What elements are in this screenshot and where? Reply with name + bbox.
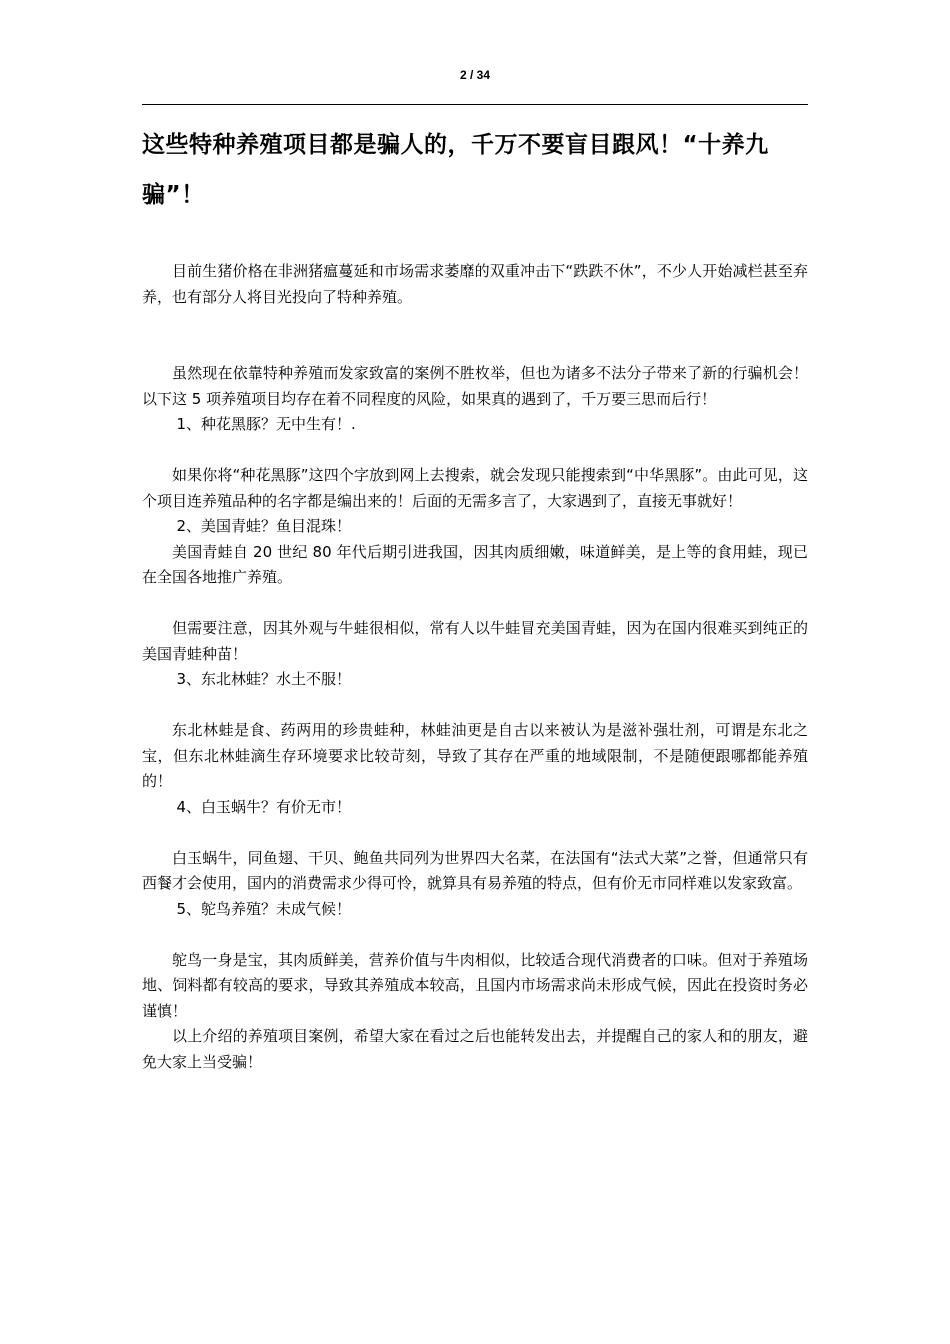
spacer bbox=[142, 591, 808, 617]
spacer bbox=[142, 310, 808, 361]
paragraph-section-5: 鸵鸟一身是宝，其肉质鲜美，营养价值与牛肉相似，比较适合现代消费者的口味。但对于养殖场地、饲料都有较高的要求，导致其养殖成本较高，且国内市场需求尚未形成气候，因此在投资时务必谨慎！ bbox=[142, 950, 808, 1020]
section-heading-4: 4、白玉蜗牛？有价无市！ bbox=[176, 797, 352, 816]
paragraph-section-2a: 美国青蛙自 20 世纪 80 年代后期引进我国，因其肉质细嫩，味道鲜美，是上等的食用蛙，现已在全国各地推广养殖。 bbox=[142, 542, 808, 586]
spacer bbox=[142, 922, 808, 948]
section-heading-3: 3、东北林蛙？水土不服！ bbox=[176, 670, 352, 688]
article-body bbox=[142, 259, 808, 1075]
paragraph-section-2b: 但需要注意，因其外观与牛蛙很相似，常有人以牛蛙冒充美国青蛙，因为在国内很难买到纯正的美国青蛙种苗！ bbox=[142, 619, 808, 663]
page-number: 2 / 34 bbox=[459, 68, 491, 82]
spacer bbox=[142, 693, 808, 719]
spacer bbox=[142, 438, 808, 464]
paragraph-section-3: 东北林蛙是食、药两用的珍贵蛙种，林蛙油更是自古以来被认为是滋补强壮剂，可谓是东北之宝，但东北林蛙滴生存环境要求比较苛刻，导致了其存在严重的地域限制，不是随便跟哪都能养殖的！ bbox=[142, 721, 808, 790]
paragraph-section-1: 如果你将“种花黑豚”这四个字放到网上去搜索，就会发现只能搜索到“中华黑豚”。由此可见，这个项目连养殖品种的名字都是编出来的！后面的无需多言了，大家遇到了，直接无事就好！ bbox=[142, 466, 808, 510]
paragraph-overview: 虽然现在依靠特种养殖而发家致富的案例不胜枚举，但也为诸多不法分子带来了新的行骗机会！以下这 5 项养殖项目均存在着不同程度的风险，如果真的遇到了，千万要三思而后行！ bbox=[142, 364, 808, 408]
paragraph-section-4: 白玉蜗牛，同鱼翅、干贝、鲍鱼共同列为世界四大名菜，在法国有“法式大菜”之誉，但通常只有西餐才会使用，国内的消费需求少得可怜，就算具有易养殖的特点，但有价无市同样难以发家致富。 bbox=[142, 848, 808, 892]
section-heading-2: 2、美国青蛙？鱼目混珠！ bbox=[176, 517, 352, 535]
spacer bbox=[142, 820, 808, 846]
paragraph-intro: 目前生猪价格在非洲猪瘟蔓延和市场需求萎靡的双重冲击下“跌跌不休”，不少人开始减栏甚至弃养，也有部分人将目光投向了特种养殖。 bbox=[142, 262, 808, 306]
section-heading-5: 5、鸵鸟养殖？未成气候！ bbox=[176, 899, 352, 918]
article-title: 这些特种养殖项目都是骗人的，千万不要盲目跟风！“十养九骗”！ bbox=[142, 132, 769, 208]
header-divider bbox=[142, 104, 808, 105]
paragraph-conclusion: 以上介绍的养殖项目案例，希望大家在看过之后也能转发出去，并提醒自己的家人和的朋友，避免大家上当受骗！ bbox=[142, 1027, 808, 1071]
section-heading-1: 1、种花黑豚？无中生有！. bbox=[176, 415, 356, 433]
